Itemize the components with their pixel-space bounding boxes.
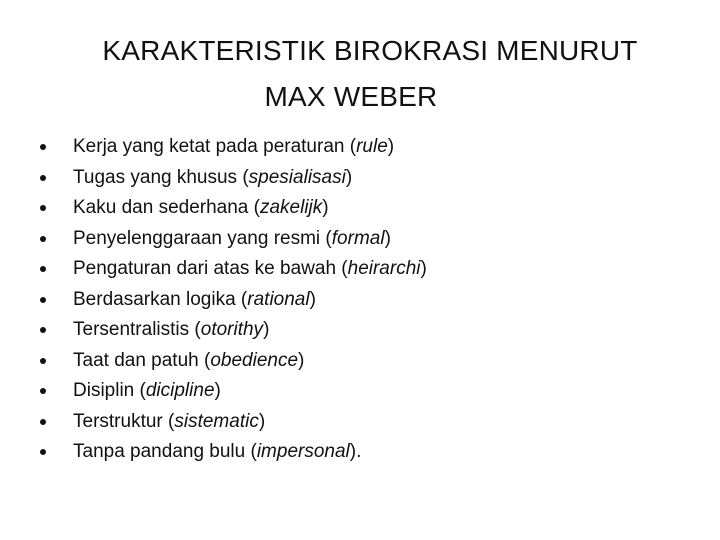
bullet-list: [40, 132, 690, 468]
bullet-dot-icon: [40, 266, 46, 272]
bullet-item: [40, 193, 690, 224]
bullet-text: Pengaturan dari atas ke bawah (heirarchi): [73, 258, 427, 279]
bullet-term: heirarchi: [347, 258, 421, 279]
bullet-term: dicipline: [145, 380, 215, 401]
bullet-text: Berdasarkan logika (rational): [73, 288, 316, 310]
bullet-text: Penyelenggaraan yang resmi (formal): [73, 227, 391, 249]
bullet-term: otorithy: [200, 319, 264, 340]
bullet-term: zakelijk: [259, 197, 323, 218]
bullet-text: Tersentralistis (otorithy): [73, 319, 270, 340]
bullet-term: sistematic: [174, 410, 259, 432]
bullet-item: [40, 346, 690, 377]
bullet-text: Tugas yang khusus (spesialisasi): [73, 166, 353, 188]
bullet-item: [40, 163, 690, 194]
bullet-item: [40, 254, 690, 285]
bullet-item: [40, 315, 690, 346]
bullet-term: spesialisasi: [248, 166, 346, 188]
bullet-dot-icon: [40, 175, 46, 181]
bullet-term: rule: [356, 136, 388, 157]
bullet-item: [40, 132, 690, 163]
bullet-dot-icon: [40, 236, 46, 242]
bullet-item: [40, 407, 690, 438]
bullet-dot-icon: [40, 358, 46, 364]
bullet-item: [40, 224, 690, 255]
bullet-term: rational: [247, 288, 310, 310]
slide-title: [40, 28, 700, 120]
bullet-dot-icon: [40, 144, 46, 150]
bullet-item: [40, 376, 690, 407]
bullet-dot-icon: [40, 449, 46, 455]
bullet-item: [40, 437, 690, 468]
bullet-text: Taat dan patuh (obedience): [73, 349, 305, 371]
bullet-text: Kerja yang ketat pada peraturan (rule): [73, 136, 395, 157]
bullet-dot-icon: [40, 419, 46, 425]
bullet-text: Disiplin (dicipline): [73, 380, 221, 401]
title-line-2: MAX WEBER: [264, 81, 438, 112]
title-line-1: KARAKTERISTIK BIROKRASI MENURUT: [102, 35, 638, 66]
bullet-dot-icon: [40, 327, 46, 333]
bullet-text: Terstruktur (sistematic): [73, 410, 266, 432]
bullet-text: Kaku dan sederhana (zakelijk): [73, 197, 329, 218]
bullet-item: [40, 285, 690, 316]
bullet-term: impersonal: [256, 441, 350, 462]
bullet-term: obedience: [210, 349, 299, 371]
bullet-term: formal: [331, 227, 385, 249]
bullet-dot-icon: [40, 388, 46, 394]
bullet-dot-icon: [40, 205, 46, 211]
bullet-text: Tanpa pandang bulu (impersonal).: [73, 441, 362, 462]
bullet-dot-icon: [40, 297, 46, 303]
